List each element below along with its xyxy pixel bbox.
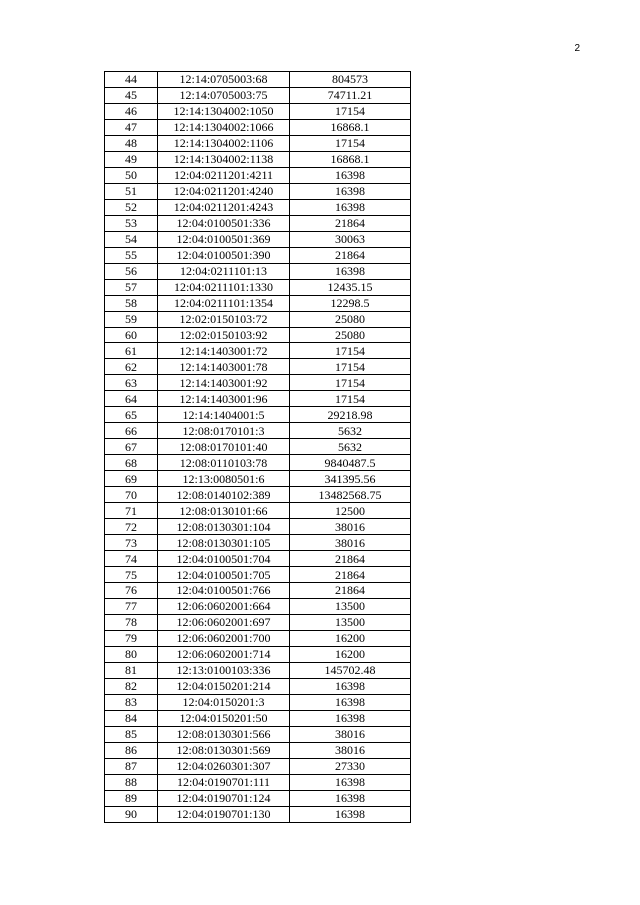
value-cell: 16398	[290, 167, 411, 183]
row-number-cell: 88	[105, 774, 158, 790]
value-cell: 27330	[290, 758, 411, 774]
row-number-cell: 83	[105, 694, 158, 710]
cadastral-number-cell: 12:04:0100501:766	[158, 583, 290, 599]
value-cell: 21864	[290, 247, 411, 263]
row-number-cell: 70	[105, 487, 158, 503]
cadastral-number-cell: 12:14:1403001:92	[158, 375, 290, 391]
value-cell: 16200	[290, 630, 411, 646]
row-number-cell: 46	[105, 103, 158, 119]
cadastral-number-cell: 12:02:0150103:92	[158, 327, 290, 343]
table-row	[105, 646, 411, 662]
table-row	[105, 471, 411, 487]
value-cell: 21864	[290, 215, 411, 231]
cadastral-number-cell: 12:04:0150201:214	[158, 678, 290, 694]
cadastral-number-cell: 12:14:1304002:1138	[158, 151, 290, 167]
value-cell: 16398	[290, 199, 411, 215]
value-cell: 12298.5	[290, 295, 411, 311]
row-number-cell: 81	[105, 662, 158, 678]
value-cell: 21864	[290, 583, 411, 599]
value-cell: 145702.48	[290, 662, 411, 678]
cadastral-number-cell: 12:08:0130301:105	[158, 535, 290, 551]
row-number-cell: 55	[105, 247, 158, 263]
row-number-cell: 76	[105, 583, 158, 599]
cadastral-number-cell: 12:14:1403001:72	[158, 343, 290, 359]
value-cell: 21864	[290, 551, 411, 567]
value-cell: 30063	[290, 231, 411, 247]
row-number-cell: 65	[105, 407, 158, 423]
table-row	[105, 119, 411, 135]
row-number-cell: 79	[105, 630, 158, 646]
table-row	[105, 583, 411, 599]
table-row	[105, 806, 411, 822]
row-number-cell: 48	[105, 135, 158, 151]
value-cell: 12500	[290, 503, 411, 519]
row-number-cell: 87	[105, 758, 158, 774]
row-number-cell: 58	[105, 295, 158, 311]
table-row	[105, 215, 411, 231]
row-number-cell: 60	[105, 327, 158, 343]
table-row	[105, 439, 411, 455]
table-row	[105, 758, 411, 774]
row-number-cell: 86	[105, 742, 158, 758]
cadastral-number-cell: 12:04:0100501:390	[158, 247, 290, 263]
table-row	[105, 694, 411, 710]
table-row	[105, 167, 411, 183]
table-row	[105, 327, 411, 343]
value-cell: 9840487.5	[290, 455, 411, 471]
value-cell: 16868.1	[290, 119, 411, 135]
table-row	[105, 678, 411, 694]
value-cell: 5632	[290, 439, 411, 455]
table-row	[105, 359, 411, 375]
table-row	[105, 790, 411, 806]
cadastral-number-cell: 12:08:0110103:78	[158, 455, 290, 471]
cadastral-number-cell: 12:04:0211101:1330	[158, 279, 290, 295]
cadastral-number-cell: 12:08:0130301:566	[158, 726, 290, 742]
table-row	[105, 343, 411, 359]
cadastral-number-cell: 12:06:0602001:714	[158, 646, 290, 662]
value-cell: 341395.56	[290, 471, 411, 487]
row-number-cell: 63	[105, 375, 158, 391]
value-cell: 21864	[290, 567, 411, 583]
cadastral-number-cell: 12:14:1403001:96	[158, 391, 290, 407]
value-cell: 17154	[290, 391, 411, 407]
value-cell: 25080	[290, 327, 411, 343]
value-cell: 25080	[290, 311, 411, 327]
row-number-cell: 45	[105, 87, 158, 103]
table-row	[105, 503, 411, 519]
table-row	[105, 72, 411, 88]
row-number-cell: 57	[105, 279, 158, 295]
table-row	[105, 726, 411, 742]
cadastral-number-cell: 12:14:1403001:78	[158, 359, 290, 375]
table-row	[105, 311, 411, 327]
row-number-cell: 84	[105, 710, 158, 726]
table-row	[105, 567, 411, 583]
value-cell: 16868.1	[290, 151, 411, 167]
row-number-cell: 59	[105, 311, 158, 327]
cadastral-number-cell: 12:14:0705003:68	[158, 72, 290, 88]
cadastral-number-cell: 12:06:0602001:664	[158, 598, 290, 614]
cadastral-number-cell: 12:04:0211201:4211	[158, 167, 290, 183]
value-cell: 17154	[290, 359, 411, 375]
table-row	[105, 231, 411, 247]
cadastral-number-cell: 12:04:0100501:369	[158, 231, 290, 247]
cadastral-number-cell: 12:04:0100501:705	[158, 567, 290, 583]
table-body	[105, 72, 411, 823]
row-number-cell: 47	[105, 119, 158, 135]
row-number-cell: 53	[105, 215, 158, 231]
value-cell: 17154	[290, 135, 411, 151]
cadastral-number-cell: 12:04:0211201:4240	[158, 183, 290, 199]
table-row	[105, 151, 411, 167]
row-number-cell: 75	[105, 567, 158, 583]
cadastral-number-cell: 12:06:0602001:700	[158, 630, 290, 646]
value-cell: 16398	[290, 678, 411, 694]
cadastral-number-cell: 12:08:0170101:40	[158, 439, 290, 455]
row-number-cell: 77	[105, 598, 158, 614]
row-number-cell: 49	[105, 151, 158, 167]
cadastral-number-cell: 12:14:1304002:1050	[158, 103, 290, 119]
value-cell: 38016	[290, 519, 411, 535]
value-cell: 16398	[290, 790, 411, 806]
row-number-cell: 71	[105, 503, 158, 519]
value-cell: 5632	[290, 423, 411, 439]
table-row	[105, 774, 411, 790]
table-row	[105, 614, 411, 630]
row-number-cell: 52	[105, 199, 158, 215]
cadastral-number-cell: 12:04:0150201:3	[158, 694, 290, 710]
table-row	[105, 630, 411, 646]
table-row	[105, 103, 411, 119]
value-cell: 13500	[290, 598, 411, 614]
row-number-cell: 78	[105, 614, 158, 630]
table-row	[105, 407, 411, 423]
row-number-cell: 89	[105, 790, 158, 806]
row-number-cell: 85	[105, 726, 158, 742]
value-cell: 13500	[290, 614, 411, 630]
cadastral-number-cell: 12:13:0100103:336	[158, 662, 290, 678]
row-number-cell: 62	[105, 359, 158, 375]
row-number-cell: 51	[105, 183, 158, 199]
table-row	[105, 662, 411, 678]
table-row	[105, 742, 411, 758]
value-cell: 16398	[290, 263, 411, 279]
value-cell: 16200	[290, 646, 411, 662]
value-cell: 16398	[290, 774, 411, 790]
data-table	[104, 71, 411, 823]
page-number: 2	[574, 43, 580, 54]
row-number-cell: 80	[105, 646, 158, 662]
cadastral-number-cell: 12:08:0140102:389	[158, 487, 290, 503]
cadastral-number-cell: 12:04:0211101:13	[158, 263, 290, 279]
table-row	[105, 375, 411, 391]
row-number-cell: 66	[105, 423, 158, 439]
table-row	[105, 598, 411, 614]
value-cell: 16398	[290, 806, 411, 822]
row-number-cell: 54	[105, 231, 158, 247]
cadastral-number-cell: 12:08:0130301:104	[158, 519, 290, 535]
row-number-cell: 69	[105, 471, 158, 487]
value-cell: 74711.21	[290, 87, 411, 103]
value-cell: 16398	[290, 183, 411, 199]
table-row	[105, 279, 411, 295]
row-number-cell: 44	[105, 72, 158, 88]
table-row	[105, 87, 411, 103]
cadastral-number-cell: 12:06:0602001:697	[158, 614, 290, 630]
cadastral-number-cell: 12:04:0190701:130	[158, 806, 290, 822]
value-cell: 17154	[290, 103, 411, 119]
cadastral-number-cell: 12:14:0705003:75	[158, 87, 290, 103]
row-number-cell: 50	[105, 167, 158, 183]
row-number-cell: 90	[105, 806, 158, 822]
cadastral-number-cell: 12:14:1404001:5	[158, 407, 290, 423]
cadastral-number-cell: 12:14:1304002:1106	[158, 135, 290, 151]
cadastral-number-cell: 12:02:0150103:72	[158, 311, 290, 327]
row-number-cell: 67	[105, 439, 158, 455]
row-number-cell: 56	[105, 263, 158, 279]
table-row	[105, 247, 411, 263]
value-cell: 12435.15	[290, 279, 411, 295]
cadastral-number-cell: 12:08:0130101:66	[158, 503, 290, 519]
cadastral-number-cell: 12:04:0100501:336	[158, 215, 290, 231]
value-cell: 38016	[290, 726, 411, 742]
table-row	[105, 135, 411, 151]
value-cell: 16398	[290, 694, 411, 710]
row-number-cell: 73	[105, 535, 158, 551]
value-cell: 38016	[290, 742, 411, 758]
row-number-cell: 74	[105, 551, 158, 567]
cadastral-number-cell: 12:04:0150201:50	[158, 710, 290, 726]
cadastral-number-cell: 12:04:0211201:4243	[158, 199, 290, 215]
table-row	[105, 263, 411, 279]
cadastral-number-cell: 12:04:0260301:307	[158, 758, 290, 774]
value-cell: 13482568.75	[290, 487, 411, 503]
value-cell: 29218.98	[290, 407, 411, 423]
value-cell: 17154	[290, 343, 411, 359]
cadastral-number-cell: 12:14:1304002:1066	[158, 119, 290, 135]
value-cell: 804573	[290, 72, 411, 88]
value-cell: 17154	[290, 375, 411, 391]
table-row	[105, 423, 411, 439]
row-number-cell: 72	[105, 519, 158, 535]
cadastral-number-cell: 12:13:0080501:6	[158, 471, 290, 487]
cadastral-number-cell: 12:04:0190701:124	[158, 790, 290, 806]
cadastral-number-cell: 12:08:0170101:3	[158, 423, 290, 439]
table-row	[105, 551, 411, 567]
row-number-cell: 82	[105, 678, 158, 694]
cadastral-number-cell: 12:04:0190701:111	[158, 774, 290, 790]
table-row	[105, 519, 411, 535]
table-row	[105, 183, 411, 199]
cadastral-number-cell: 12:08:0130301:569	[158, 742, 290, 758]
cadastral-number-cell: 12:04:0100501:704	[158, 551, 290, 567]
table-row	[105, 455, 411, 471]
row-number-cell: 64	[105, 391, 158, 407]
table-row	[105, 535, 411, 551]
value-cell: 16398	[290, 710, 411, 726]
row-number-cell: 68	[105, 455, 158, 471]
table-row	[105, 710, 411, 726]
table-row	[105, 487, 411, 503]
row-number-cell: 61	[105, 343, 158, 359]
table-row	[105, 199, 411, 215]
table-row	[105, 391, 411, 407]
cadastral-number-cell: 12:04:0211101:1354	[158, 295, 290, 311]
table-row	[105, 295, 411, 311]
value-cell: 38016	[290, 535, 411, 551]
